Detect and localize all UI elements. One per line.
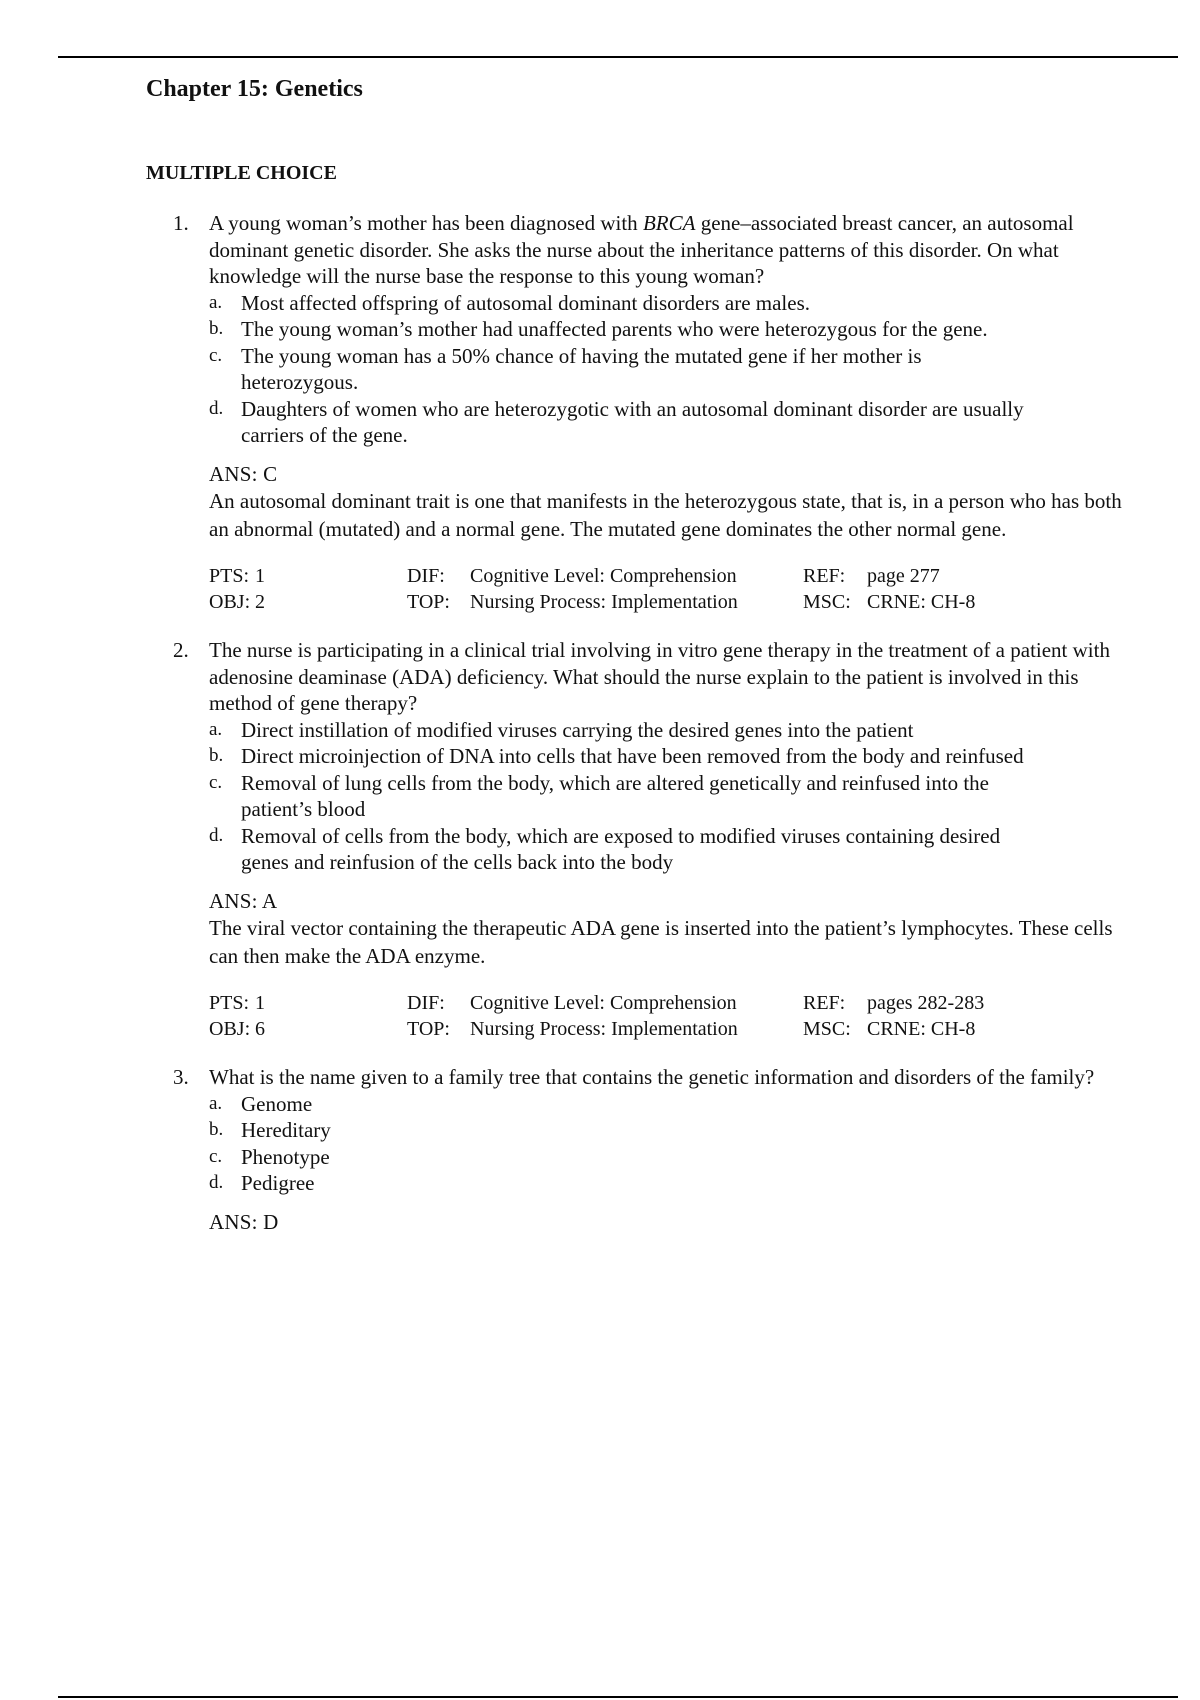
meta-label: OBJ:	[209, 591, 251, 613]
stem-gene-name: BRCA	[642, 211, 696, 235]
pts-field	[209, 990, 407, 1016]
option-text: The young woman’s mother had unaffected parents who were heterozygous for the gene.	[241, 317, 988, 341]
meta-value: pages 282-283	[867, 992, 985, 1014]
question-1	[146, 210, 1126, 615]
meta-value: page 277	[867, 565, 940, 587]
top-rule	[58, 56, 1178, 58]
top-field	[407, 589, 803, 615]
option-letter: d.	[209, 1172, 224, 1193]
answer-options	[209, 1091, 1126, 1197]
option-a	[209, 717, 1126, 744]
bottom-rule	[58, 1696, 1178, 1698]
option-letter: a.	[209, 1092, 223, 1114]
stem-text: gene–associated breast cancer, an autosomal dominant genetic disorder. She asks the nurse about the inheritance patterns of this disorder. On what knowledge will the nurse base the response to this young woman?	[209, 211, 1074, 288]
question-2	[146, 637, 1126, 1042]
obj-field	[209, 589, 407, 615]
option-d	[209, 1170, 1126, 1197]
option-letter: c.	[209, 771, 223, 793]
option-c	[209, 1144, 1126, 1171]
option-letter: d.	[209, 824, 224, 846]
stem-text: A young woman’s mother has been diagnosed with	[209, 211, 643, 235]
option-letter: d.	[209, 397, 224, 419]
question-number: 3.	[173, 1065, 189, 1089]
section-heading: MULTIPLE CHOICE	[146, 162, 337, 184]
answer-key: ANS: D	[209, 1209, 279, 1234]
pts-field	[209, 563, 407, 589]
option-text: Pedigree	[241, 1171, 315, 1195]
option-letter: b.	[209, 1119, 224, 1140]
meta-label: MSC:	[803, 591, 851, 613]
rationale: The viral vector containing the therapeutic ADA gene is inserted into the patient’s lymphocytes. These cells can then make the ADA enzyme.	[209, 916, 1113, 968]
meta-label: REF:	[803, 992, 846, 1014]
question-metadata	[209, 990, 1126, 1042]
option-b	[209, 316, 1031, 343]
option-text: Hereditary	[241, 1118, 331, 1142]
msc-field	[803, 589, 1023, 615]
option-d	[209, 396, 1031, 449]
meta-value: Cognitive Level: Comprehension	[470, 992, 737, 1014]
answer-key: ANS: A	[209, 888, 278, 913]
question-stem	[209, 210, 1126, 290]
ref-field	[803, 990, 1023, 1016]
meta-value: 1	[255, 992, 265, 1014]
meta-label: PTS:	[209, 565, 250, 587]
meta-label: TOP:	[407, 1018, 450, 1040]
question-number: 2.	[173, 638, 189, 662]
option-text: Direct instillation of modified viruses carrying the desired genes into the patient	[241, 717, 914, 742]
question-3	[146, 1064, 1126, 1235]
meta-value: 2	[255, 591, 265, 613]
option-b	[209, 1117, 1126, 1144]
top-field	[407, 1016, 803, 1042]
option-text: Daughters of women who are heterozygotic with an autosomal dominant disorder are usually carriers of the gene.	[241, 396, 1024, 447]
option-text: Removal of lung cells from the body, which are altered genetically and reinfused into the patient’s blood	[241, 770, 989, 821]
option-text: Direct microinjection of DNA into cells that have been removed from the body and reinfused	[241, 744, 1024, 768]
answer-key: ANS: C	[209, 461, 278, 486]
option-letter: c.	[209, 1145, 223, 1167]
option-letter: c.	[209, 344, 223, 366]
option-text: Genome	[241, 1091, 313, 1116]
msc-field	[803, 1016, 1023, 1042]
option-letter: b.	[209, 745, 224, 766]
option-text: Phenotype	[241, 1144, 330, 1169]
option-text: The young woman has a 50% chance of having the mutated gene if her mother is heterozygous.	[241, 343, 922, 394]
document-page	[146, 74, 1126, 1235]
option-text: Most affected offspring of autosomal dominant disorders are males.	[241, 290, 810, 315]
dif-field	[407, 563, 803, 589]
meta-label: REF:	[803, 565, 846, 587]
meta-value: Nursing Process: Implementation	[470, 591, 738, 613]
question-stem: What is the name given to a family tree that contains the genetic information and disorders of the family?	[209, 1065, 1095, 1089]
answer-options	[209, 717, 1126, 876]
question-number: 1.	[173, 211, 189, 235]
meta-label: PTS:	[209, 992, 250, 1014]
meta-label: MSC:	[803, 1018, 851, 1040]
option-letter: a.	[209, 291, 223, 313]
meta-value: CRNE: CH-8	[867, 591, 976, 613]
option-text: Removal of cells from the body, which are exposed to modified viruses containing desired genes and reinfusion of the cells back into the body	[241, 823, 1001, 874]
meta-value: 6	[255, 1018, 265, 1040]
question-stem: The nurse is participating in a clinical trial involving in vitro gene therapy in the treatment of a patient with adenosine deaminase (ADA) deficiency. What should the nurse explain to the patient is involved in this method of gene therapy?	[209, 638, 1110, 715]
dif-field	[407, 990, 803, 1016]
meta-value: Nursing Process: Implementation	[470, 1018, 738, 1040]
option-b	[209, 743, 1031, 770]
option-a	[209, 290, 1126, 317]
option-d	[209, 823, 1031, 876]
question-metadata	[209, 563, 1126, 615]
meta-label: DIF:	[407, 992, 445, 1014]
option-c	[209, 770, 1031, 823]
rationale: An autosomal dominant trait is one that manifests in the heterozygous state, that is, in a person who has both an abnormal (mutated) and a normal gene. The mutated gene dominates the other normal gene.	[209, 489, 1122, 541]
answer-options	[209, 290, 1126, 449]
meta-value: Cognitive Level: Comprehension	[470, 565, 737, 587]
meta-label: OBJ:	[209, 1018, 251, 1040]
ref-field	[803, 563, 1023, 589]
option-a	[209, 1091, 1126, 1118]
option-letter: b.	[209, 318, 224, 339]
option-letter: a.	[209, 718, 223, 740]
obj-field	[209, 1016, 407, 1042]
option-c	[209, 343, 1031, 396]
meta-value: CRNE: CH-8	[867, 1018, 976, 1040]
meta-label: DIF:	[407, 565, 445, 587]
chapter-title: Chapter 15: Genetics	[146, 76, 363, 102]
meta-value: 1	[255, 565, 265, 587]
meta-label: TOP:	[407, 591, 450, 613]
